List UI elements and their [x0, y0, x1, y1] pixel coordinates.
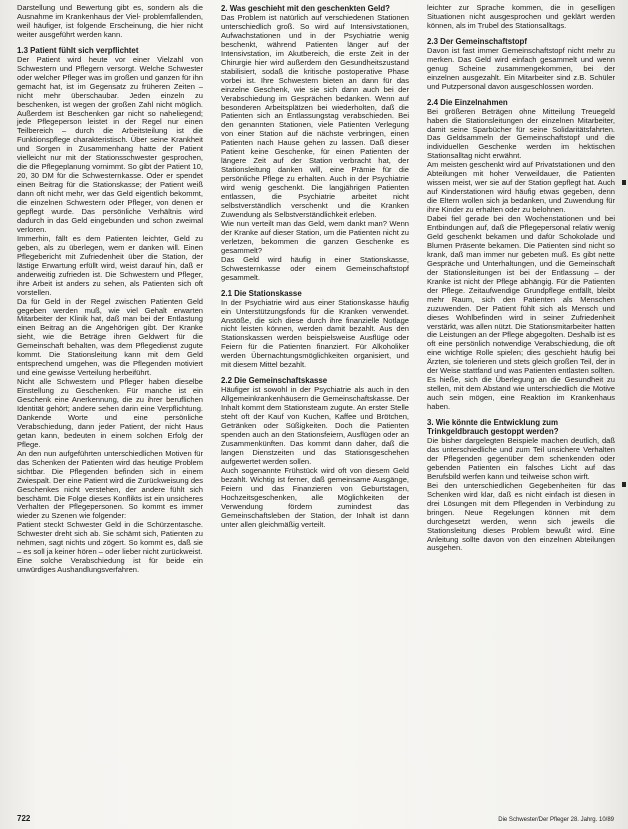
section-heading: 2.4 Die Einzelnahmen	[427, 97, 508, 107]
paragraph: Am meisten geschenkt wird auf Privatstationen und den Abteilungen mit hoher Verweildauer, die Patienten wissen meist, wer sie auf der Station gepflegt hat. Auch auf Kinderstationen wird häufig etwas gegeben, denn die Eltern wollen sich ja bedanken, und Zuwendung für ihre Kinder zu erhalten oder zu belohnen.	[427, 160, 615, 215]
paragraph: Das Geld wird häufig in einer Stationskasse, Schwesternkasse oder einem Gemeinschaftstopf gesammelt.	[221, 254, 409, 282]
section-heading: 2. Was geschieht mit den geschenkten Geld?	[221, 4, 390, 13]
section-heading: 2.2 Die Gemeinschaftskasse	[221, 376, 328, 386]
text-column-2	[221, 4, 409, 529]
paragraph: Häufiger ist sowohl in der Psychiatrie als auch in den Allgemeinkrankenhäusern die Gemeinschaftskasse. Der Inhalt kommt dem Stationsteam zugute. An erster Stelle steht oft der Kauf von Kuchen, Kaffee und Brötchen, Getränken oder Süßigkeiten. Doch die Patienten spenden auch an den Stationsfeiern, Ausflügen oder an Zusammenkünften. Das kommt dann daher, daß die langen Dienstzeiten und das Stationsgeschehen aufgewertet werden sollen.	[221, 385, 409, 466]
page-number: 722	[17, 814, 31, 823]
section-heading: 1.3 Patient fühlt sich verpflichtet	[17, 45, 139, 55]
paragraph: Bei größeren Beträgen ohne Mitteilung Treuegeld haben die Stationsleitungen der einzelnen Mitarbeiter, damit seine Sparbücher für seine Solidaritätsfahrten. Das Geldsammeln der Gemeinschaftstopf und die individuellen Geschenke werden im hektischen Stationsalltag nicht erwähnt.	[427, 106, 615, 161]
journal-footer: Die Schwester/Der Pfleger 28. Jahrg. 10/89	[498, 817, 614, 823]
paragraph: Da für Geld in der Regel zwischen Patienten Geld gegeben werden muß, wie viel Gehalt erwarten Mitarbeiter der Klinik hat, daß man bei der Entlastung einen Beitrag an die Angehörigen gibt. Der Kranke sieht, wie die Beträge ihren Geldwert für die Gemeinschaft behalten, was dem Pflegedienst zugute kommt. Die Stationsleitung kann mit dem Geld entsprechend umgehen, was die Pflegenden motiviert und eine gewisse Verteilung herbeiführt.	[17, 296, 203, 378]
paragraph: Eine solche Verabschiedung ist für beide ein unwürdiges Aushandlungsverfahren.	[17, 556, 203, 575]
text-column-3	[427, 4, 615, 553]
paragraph: Der Patient wird heute vor einer Vielzahl von Schwestern und Pflegern versorgt. Welche Schwester oder welcher Pfleger was im großen und ganzen für ihn gemacht hat, ist im Gegensatz zu früheren Zeiten – nicht mehr überschaubar. Jeden einzeln zu beschenken, ist wegen der großen Zahl nicht möglich. Außerdem ist Beschenken gar nicht so naheliegend; jede Pflegeperson leistet in der Regel nur einen Teilbereich – durch die Arbeitsteilung ist die Funktionspflege charakteristisch. Über seine Krankheit und Sorgen in Zusammenhang hatte der Patient vielleicht nur mit der Stationsschwester gesprochen, die die Pflegeplanung vornimmt. So gibt der Patient 10, 20, 30 DM für die Schwesternkasse. Oder er spendet einen Beitrag für die Stationskasse; der Patient weiß dann oft nicht mehr, wer das Geld eigentlich bekommt, die einzelnen Schwestern oder Pfleger, von denen er gepflegt wurde. Das persönliche Verhältnis wird dadurch in das Geld eingebunden und schon zweimal verloren.	[17, 54, 203, 234]
section-heading: 2.1 Die Stationskasse	[221, 288, 302, 298]
paragraph: Dabei fiel gerade bei den Wochenstationen und bei Entbindungen auf, daß die Pflegepersonal relativ wenig Geld geschenkt bekamen und dafür Schokolade und Blumen Präsente bekamen. Die Patienten sind nicht so krank, daß man immer nur gebeten muß. Es gibt nette Gespräche und Unterhaltungen, und die Gemeinschaft der Stationsleitungen ist bei der Entlassung – der Kranke ist nicht der Pflege abhängig. Für die Patienten der Pflege. Zeitaufwendige Grundpflege entfällt, bleibt mehr Raum, sich den Patienten als Menschen zuzuwenden. Der Patient fühlt sich als Mensch und dieses Wohlbefinden wird in seiner Zufriedenheit verstärkt, was allen nützt. Die Stationsmitarbeiter hatten die Leistungen an der Pflege abgegolten. Deshalb ist es oft eine persönlich notwendige Verabschiedung, die oft eine wichtige Rolle spielen; dies geschieht häufig bei Ärzten, sie tolerieren und stets gleich großen Teil, der in der Weise stattfand und was Patienten entlasten sollten.	[427, 214, 615, 376]
binding-mark	[622, 482, 626, 487]
binding-mark	[622, 180, 626, 185]
paragraph: Wie nun verteilt man das Geld, wem dankt man? Wenn der Kranke auf dieser Station, um die Patienten nicht zu verletzen, bekommen die ganzen Geschenke es gesammelt?	[221, 218, 409, 255]
paragraph: Nicht alle Schwestern und Pfleger haben dieselbe Einstellung zu Geschenken. Für manche ist ein Geschenk eine Anerkennung, die zu ihrer beruflichen Identität gehört; andere sehen darin eine Verpflichtung. Dankende Worte und eine persönliche Verabschiedung, dann jeder Patient, der nicht Haus getan kann, bedeuten in einem solchen Erfolg der Pflege.	[17, 377, 203, 449]
column-intro: Darstellung und Bewertung gibt es, sondern als die Ausnahme im Krankenhaus der Viel- problemfallenden, weil häufiger, ist folgende Erscheinung, die hier nicht weiter ausgeführt werden kann.	[17, 3, 203, 39]
paragraph: Patient steckt Schwester Geld in die Schürzentasche. Schwester dreht sich ab. Sie schämt sich, Patienten zu nehmen, sagt nichts und zögert. So kommt es, daß sie – es soll ja keiner hören – oder lieber nicht zurückweist.	[17, 520, 203, 557]
section-heading: 2.3 Der Gemeinschaftstopf	[427, 36, 527, 46]
paragraph: Die bisher dargelegten Beispiele machen deutlich, daß das unterschiedliche und zum Teil unsichere Verhalten der Pflegenden gegenüber dem schenkenden oder gebenden Patienten ein falsches Licht auf das Berufsbild werfen kann und teilweise schon wirft.	[427, 436, 615, 481]
paragraph: Bei den unterschiedlichen Gegebenheiten für das Schenken wird klar, daß es nicht einfach ist diesen in drei Lösungen mit dem Pflegenden in Verbindung zu bringen. Neue Regelungen können mit dem durchgesetzt werden, wenn sich jeweils die Stationsleitung dieses Problem bewußt wird. Eine Anleitung sollte davon von den einzelnen Abteilungen ausgehen.	[427, 480, 615, 553]
paragraph: Es hieße, sich die Überlegung an die Gesundheit zu stellen, mit dem Abstand wie unterschiedlich die Motive auch sein mögen, eine Reaktion im Krankenhaus haben.	[427, 375, 615, 412]
text-column-1	[17, 4, 203, 575]
paragraph: In der Psychiatrie wird aus einer Stationskasse häufig ein Unterstützungsfonds für die Kranken verwendet. Anstöße, die sich diese durch ihre finanzielle Notlage nicht leisten können, werden damit bezahlt. Aus den Stationskassen werden beispielsweise Ausflüge oder Feiern für die Patienten finanziert. Für Alkoholiker werden Übernachtungsmöglichkeiten organisiert, und mit diesem Mittel bezahlt.	[221, 297, 409, 370]
paragraph: Davon ist fast immer Gemeinschaftstopf nicht mehr zu merken. Das Geld wird einfach gesammelt und wenn genug Scheine zusammengekommen, bei der einzelnen ausgezahlt. Ein Mitarbeiter sind z.B. Schüler und Putzpersonal davon ausgeschlossen worden.	[427, 45, 615, 91]
paragraph: Das Problem ist natürlich auf verschiedenen Stationen unterschiedlich groß. So wird auf Intensivstationen, Aufwachstationen und in der Psychiatrie wenig beschenkt, während Patienten länger auf der Intensivstation, im Akutbereich, die erste Zeit in der Chirurgie hier wird außerdem den Gesundheitszustand stabilisiert, sodaß die kritische postoperative Phase vorbei ist. Ihre Schwestern bieten an dann für das einzelne Geschenk, wie sie sich dann auch bei der Verabschiedung im Gesprächen bedanken. Wenn auf besonderen Arbeitsplätzen bei wiederholten, daß die Patienten sich an Entlassungstag verabschieden. Bei den genannten Stationen, viele Patienten Verlegung von einer Station auf die nächste verbringen, einen Patienten nach Hause gehen zu lassen. Daß dieser Patient keine Geschenke, für einen Patienten der längere Zeit auf der Station verbracht hat, der Stationsleitung danken will, eine Prämie für die persönliche Pflege zu erhalten. Auch in der Psychiatrie wird wenig geschenkt. Die langjährigen Patienten entlassen, die Psychiatrie arbeitet nicht selbstverständlich verschenkt und die Kranken Zuwendung als Selbstverständlichkeit erleben.	[221, 13, 409, 219]
paragraph: An den nun aufgeführten unterschiedlichen Motiven für das Schenken der Patienten wird das heutige Problem sichtbar. Die Pflegenden befinden sich in einem Zwiespalt. Der eine Patient wird die Zurückweisung des Geschenkes nicht verstehen, der andere fühlt sich beschämt. Die Folge dieses Konflikts ist ein unsicheres Verhalten der Pflegepersonen. So kommt es immer wieder zu Szenen wie folgender:	[17, 448, 203, 521]
paragraph: Auch sogenannte Frühstück wird oft von diesem Geld bezahlt. Wichtig ist ferner, daß gemeinsame Ausgänge, Feiern und das Finanzieren von Geburtstagen, Hochzeitsgeschenken, alle Möglichkeiten der Verwendung fördern zumindest das Gemeinschaftsleben der Station, der Inhalt ist dann unter allen gleichmäßig verteilt.	[221, 465, 409, 529]
column-intro: leichter zur Sprache kommen, die in geselligen Situationen nicht ausgesprochen und geklärt werden können, als im Trubel des Stationsalltags.	[427, 3, 615, 30]
section-heading: 3. Wie könnte die Entwicklung zum Trinkgeldbrauch gestoppt werden?	[427, 418, 559, 437]
paragraph: Immerhin, fällt es dem Patienten leichter, Geld zu geben, als zu überlegen, wem er danken will. Einen Pflegebericht mit Zufriedenheit über die Station, der lästige Erwartung erfüllt wird, weist darauf hin, daß er anderweitig zufrieden ist. Die Schwestern und Pfleger, ihre Arbeit ist anders zu sehen, als Patienten sich oft vorstellen.	[17, 233, 203, 297]
